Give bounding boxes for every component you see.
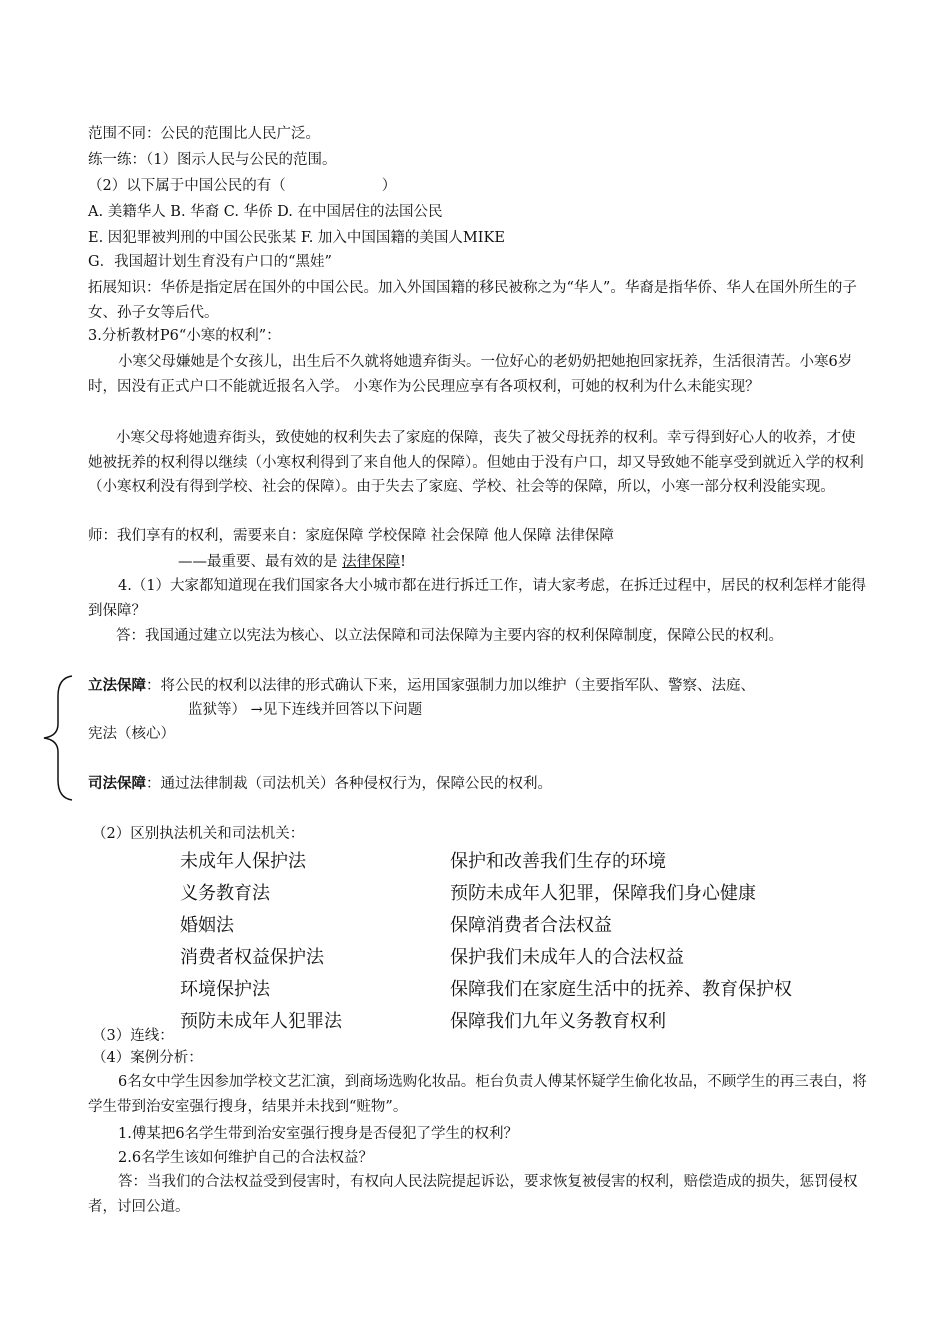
judicial-text: ：通过法律制裁（司法机关）各种侵权行为，保障公民的权利。 bbox=[146, 776, 552, 792]
text-line-practice: 练一练：（1）图示人民与公民的范围。 bbox=[88, 152, 337, 168]
case-question-1: 1.傅某把6名学生带到治安室强行搜身是否侵犯了学生的权利？ bbox=[118, 1126, 519, 1142]
law-item: 消费者权益保护法 bbox=[180, 947, 324, 968]
purpose-item: 保障消费者合法权益 bbox=[450, 915, 612, 936]
legislative-label: 立法保障 bbox=[88, 677, 146, 694]
most-effective-prefix: ——最重要、最有效的是 bbox=[178, 554, 343, 570]
q2-start: （2）以下属于中国公民的有（ bbox=[88, 178, 286, 194]
purpose-item: 保护我们未成年人的合法权益 bbox=[450, 947, 684, 968]
law-item: 义务教育法 bbox=[180, 883, 270, 904]
text-line-question-2 bbox=[88, 176, 868, 196]
option-line-g: G．我国超计划生育没有户口的“黑娃” bbox=[88, 254, 332, 270]
case-question-2: 2.6名学生该如何维护自己的合法权益？ bbox=[118, 1150, 374, 1166]
purpose-item: 保护和改善我们生存的环境 bbox=[450, 851, 666, 872]
purpose-item: 预防未成年人犯罪，保障我们身心健康 bbox=[450, 883, 756, 904]
constitution-core: 宪法（核心） bbox=[88, 726, 175, 742]
judicial-label: 司法保障 bbox=[88, 775, 146, 792]
law-item: 环境保护法 bbox=[180, 979, 270, 1000]
law-item: 未成年人保护法 bbox=[180, 851, 306, 872]
q2-end: ） bbox=[381, 178, 397, 194]
purpose-item: 保障我们九年义务教育权利 bbox=[450, 1011, 666, 1032]
answer-4: 答：我国通过建立以宪法为核心、以立法保障和司法保障为主要内容的权利保障制度，保障公民的权利。 bbox=[116, 628, 783, 644]
option-line-a-d: A. 美籍华人 B. 华裔 C. 华侨 D. 在中国居住的法国公民 bbox=[88, 204, 443, 220]
most-effective-suffix: ! bbox=[400, 554, 406, 570]
distinguish-agencies: （2）区别执法机关和司法机关： bbox=[92, 826, 305, 842]
case-answer: 答：当我们的合法权益受到侵害时，有权向人民法院提起诉讼，要求恢复被侵害的权利，赔偿造成的损失，惩罚侵权者，讨回公道。 bbox=[88, 1174, 858, 1215]
legislative-protection bbox=[88, 676, 868, 696]
most-effective-line bbox=[178, 552, 950, 572]
analysis-paragraph: 小寒父母将她遗弃街头，致使她的权利失去了家庭的保障，丧失了被父母抚养的权利。幸亏得到好心人的收养，才使她被抚养的权利得以继续（小寒权利得到了来自他人的保障）。但她由于没有户口，却又导致她不能享受到就近入学的权利（小寒权利没有得到学校、社会的保障）。由于失去了家庭、学校、社会等的保障，所以，小寒一部分权利没能实现。 bbox=[88, 430, 864, 495]
option-line-e-f: E. 因犯罪被判刑的中国公民张某 F. 加入中国国籍的美国人MIKE bbox=[88, 230, 505, 246]
curly-brace-icon bbox=[40, 674, 76, 802]
section-3-heading: 3.分析教材P6“小寒的权利”： bbox=[88, 328, 281, 344]
legal-protection-underlined: 法律保障 bbox=[342, 554, 401, 570]
text-line-scope: 范围不同：公民的范围比人民广泛。 bbox=[88, 126, 320, 142]
teacher-note: 师：我们享有的权利，需要来自：家庭保障 学校保障 社会保障 他人保障 法律保障 bbox=[88, 528, 614, 544]
purpose-item: 保障我们在家庭生活中的抚养、教育保护权 bbox=[450, 979, 792, 1000]
legislative-text: ：将公民的权利以法律的形式确认下来，运用国家强制力加以维护（主要指军队、警察、法庭、 bbox=[146, 678, 755, 694]
law-item: 预防未成年人犯罪法 bbox=[180, 1011, 342, 1032]
case-analysis-heading: （4）案例分析： bbox=[92, 1050, 203, 1066]
case-paragraph: 6名女中学生因参加学校文艺汇演，到商场选购化妆品。柜台负责人傅某怀疑学生偷化妆品，不顾学生的再三表白，将学生带到治安室强行搜身，结果并未找到“赃物”。 bbox=[88, 1074, 867, 1115]
matching-heading: （3）连线： bbox=[92, 1028, 174, 1044]
law-item: 婚姻法 bbox=[180, 915, 234, 936]
judicial-protection bbox=[88, 774, 868, 794]
legislative-text-cont: 监狱等） →见下连线并回答以下问题 bbox=[188, 702, 423, 718]
question-4: 4.（1）大家都知道现在我们国家各大小城市都在进行拆迁工作，请大家考虑，在拆迁过程中，居民的权利怎样才能得到保障？ bbox=[88, 578, 867, 619]
story-paragraph: 小寒父母嫌她是个女孩儿，出生后不久就将她遗弃街头。一位好心的老奶奶把她抱回家抚养，生活很清苦。小寒6岁时，因没有正式户口不能就近报名入学。 小寒作为公民理应享有各项权利，可她的权利为什么未能实现？ bbox=[88, 354, 853, 395]
extended-knowledge: 拓展知识：华侨是指定居在国外的中国公民。加入外国国籍的移民被称之为“华人”。华裔是指华侨、华人在国外所生的子女、孙子女等后代。 bbox=[88, 280, 857, 321]
